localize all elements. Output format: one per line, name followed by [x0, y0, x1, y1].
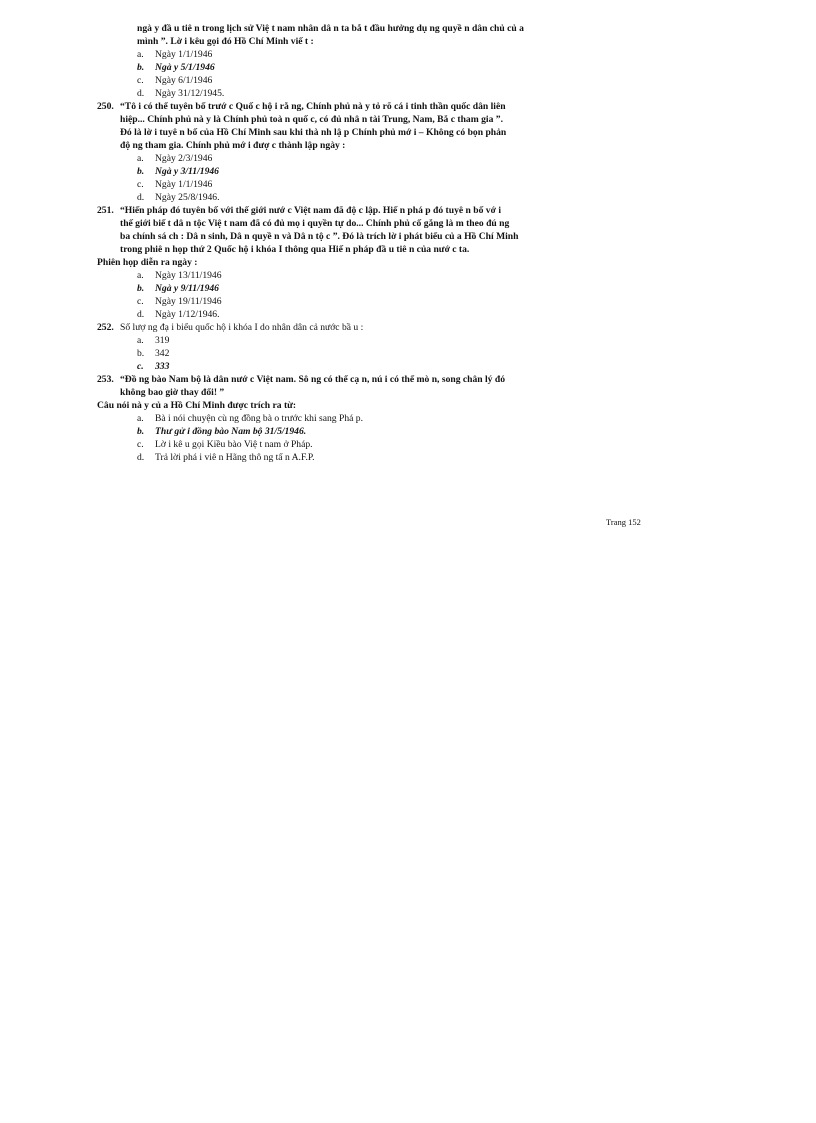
answer-option-d: d. Ngày 25/8/1946.	[137, 192, 220, 203]
answer-option-a: a. Ngày 13/11/1946	[137, 270, 222, 281]
question-number: 251.	[97, 205, 114, 216]
question-stem-line: mình ”. Lờ i kêu gọi đó Hồ Chí Minh viế t :	[137, 36, 314, 47]
question-stem-line: không bao giờ thay đổi! ”	[120, 387, 225, 398]
answer-option-c: c. Ngày 19/11/1946	[137, 296, 222, 307]
question-251	[97, 204, 617, 256]
answer-option-c: c. Ngày 6/1/1946	[137, 75, 213, 86]
answer-option-b-correct: b. Ngà y 3/11/1946	[137, 166, 219, 177]
question-stem-line: Đó là lờ i tuyê n bố của Hồ Chí Minh sau khi thà nh lậ p Chính phủ mớ i – Không có bọn phản	[120, 127, 507, 138]
answer-options	[97, 334, 617, 373]
answer-option-a: a. Ngày 1/1/1946	[137, 49, 213, 60]
question-252	[97, 321, 617, 334]
page-number: Trang 152	[606, 517, 641, 527]
question-stem-line: ngà y đầ u tiê n trong lịch sử Việ t nam nhân dâ n ta bắ t đầu hưởng dụ ng quyề n dân chủ củ a	[137, 23, 524, 34]
question-lead: Phiên họp diễn ra ngày :	[97, 257, 198, 268]
question-stem-line: “Hiến pháp đó tuyên bố với thế giới nướ c Việt nam đã độ c lập. Hiế n phá p đó tuyê n bố vớ i	[120, 205, 501, 216]
answer-option-a: a. Ngày 2/3/1946	[137, 153, 213, 164]
question-list	[97, 22, 617, 464]
question-253	[97, 373, 617, 399]
answer-option-c: c. Ngày 1/1/1946	[137, 179, 213, 190]
answer-option-d: d. Ngày 1/12/1946.	[137, 309, 220, 320]
answer-options	[97, 48, 617, 100]
answer-option-d: d. Trả lời phá i viê n Hãng thô ng tấ n A.F.P.	[137, 452, 315, 463]
answer-option-b-correct: b. Thư gử i đồng bào Nam bộ 31/5/1946.	[137, 426, 307, 437]
question-continued	[97, 22, 617, 100]
question-number: 252.	[97, 322, 114, 333]
answer-option-b-correct: b. Ngà y 5/1/1946	[137, 62, 215, 73]
question-stem-line: độ ng tham gia. Chính phủ mớ i đượ c thành lập ngày :	[120, 140, 346, 151]
answer-options	[97, 412, 617, 464]
question-lead: Câu nói nà y củ a Hồ Chí Minh được trích ra từ:	[97, 400, 297, 411]
answer-option-b: b. 342	[137, 348, 170, 359]
answer-option-b-correct: b. Ngà y 9/11/1946	[137, 283, 219, 294]
question-number: 253.	[97, 374, 114, 385]
answer-option-c: c. Lờ i kê u gọi Kiều bào Việ t nam ở Pháp.	[137, 439, 313, 450]
answer-options	[97, 152, 617, 204]
question-stem-line: “Tô i có thể tuyên bố trướ c Quố c hộ i rằ ng, Chính phủ nà y tỏ rõ cá i tinh thần quốc dân liên	[120, 101, 506, 112]
question-stem-line: ba chính sá ch : Dâ n sinh, Dâ n quyề n và Dâ n tộ c ”. Đó là trích lờ i phát biểu củ a Hồ Chí Minh	[120, 231, 519, 242]
question-stem-line: trong phiê n họp thứ 2 Quốc hộ i khóa I thông qua Hiế n pháp đầ u tiê n của nướ c ta.	[120, 244, 470, 255]
answer-option-a: a. Bà i nói chuyện cù ng đồng bà o trước khi sang Phá p.	[137, 413, 363, 424]
question-number: 250.	[97, 101, 114, 112]
answer-options	[97, 269, 617, 321]
answer-option-a: a. 319	[137, 335, 170, 346]
answer-option-c-correct: c. 333	[137, 361, 170, 372]
question-stem-line: Số lượ ng đạ i biểu quốc hộ i khóa I do nhân dân cả nước bầ u :	[120, 322, 364, 333]
question-250	[97, 100, 617, 152]
answer-option-d: d. Ngày 31/12/1945.	[137, 88, 225, 99]
question-stem-line: “Đồ ng bào Nam bộ là dân nướ c Việt nam. Sô ng có thể cạ n, nú i có thể mò n, song chân lý đó	[120, 374, 506, 385]
question-stem-line: thế giới biế t dâ n tộc Việ t nam đã có đủ mọ i quyền tự do... Chính phủ cố gắng là m theo đú ng	[120, 218, 510, 229]
question-stem-line: hiệp... Chính phủ nà y là Chính phủ toà n quố c, có đủ nhâ n tài Trung, Nam, Bắ c tham gia ”.	[120, 114, 503, 125]
